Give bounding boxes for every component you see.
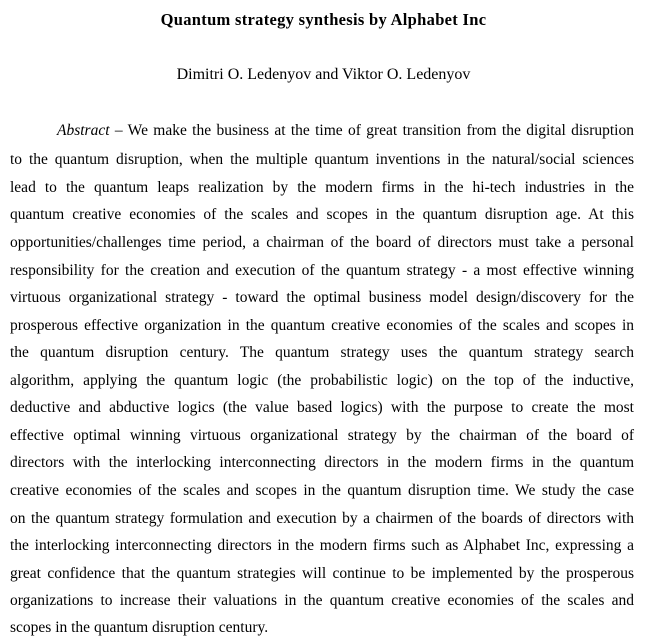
abstract-line: prosperous effective organization in the quantum creative economies of the scales and scopes in bbox=[10, 317, 634, 334]
abstract-line: on the quantum strategy formulation and execution by a chairmen of the boards of directors with bbox=[10, 510, 634, 527]
abstract-line: lead to the quantum leaps realization by the modern firms in the hi-tech industries in the bbox=[10, 179, 634, 196]
abstract-line: creative economies of the scales and scopes in the quantum disruption time. We study the case bbox=[10, 482, 634, 499]
abstract-line: directors with the interlocking interconnecting directors in the modern firms in the quantum bbox=[10, 454, 634, 471]
abstract-line: great confidence that the quantum strategies will continue to be implemented by the prosperous bbox=[10, 565, 634, 582]
abstract-line: opportunities/challenges time period, a chairman of the board of directors must take a personal bbox=[10, 234, 634, 251]
paper-authors: Dimitri O. Ledenyov and Viktor O. Ledenyov bbox=[176, 66, 471, 83]
abstract-line: scopes in the quantum disruption century. bbox=[10, 619, 269, 636]
abstract-line: effective optimal winning virtuous organizational strategy by the chairman of the board of bbox=[10, 427, 634, 444]
paper-title: Quantum strategy synthesis by Alphabet Inc bbox=[160, 10, 487, 29]
abstract-line: quantum creative economies of the scales and scopes in the quantum disruption age. At this bbox=[10, 206, 634, 223]
abstract-label: Abstract bbox=[57, 122, 110, 139]
abstract-line bbox=[57, 120, 634, 142]
abstract-line-text: – We make the business at the time of great transition from the digital disruption bbox=[109, 122, 634, 139]
abstract-line: to the quantum disruption, when the multiple quantum inventions in the natural/social sciences bbox=[10, 151, 634, 168]
abstract-line: the quantum disruption century. The quantum strategy uses the quantum strategy search bbox=[10, 344, 634, 361]
abstract-line: the interlocking interconnecting directors in the modern firms such as Alphabet Inc, expressing a bbox=[10, 537, 634, 554]
abstract-line: algorithm, applying the quantum logic (the probabilistic logic) on the top of the inductive, bbox=[10, 372, 634, 389]
abstract-line: organizations to increase their valuations in the quantum creative economies of the scales and bbox=[10, 592, 634, 609]
abstract-line: responsibility for the creation and execution of the quantum strategy - a most effective winning bbox=[10, 262, 634, 279]
abstract-line: deductive and abductive logics (the value based logics) with the purpose to create the most bbox=[10, 399, 634, 416]
abstract-line: virtuous organizational strategy - toward the optimal business model design/discovery for the bbox=[10, 289, 634, 306]
